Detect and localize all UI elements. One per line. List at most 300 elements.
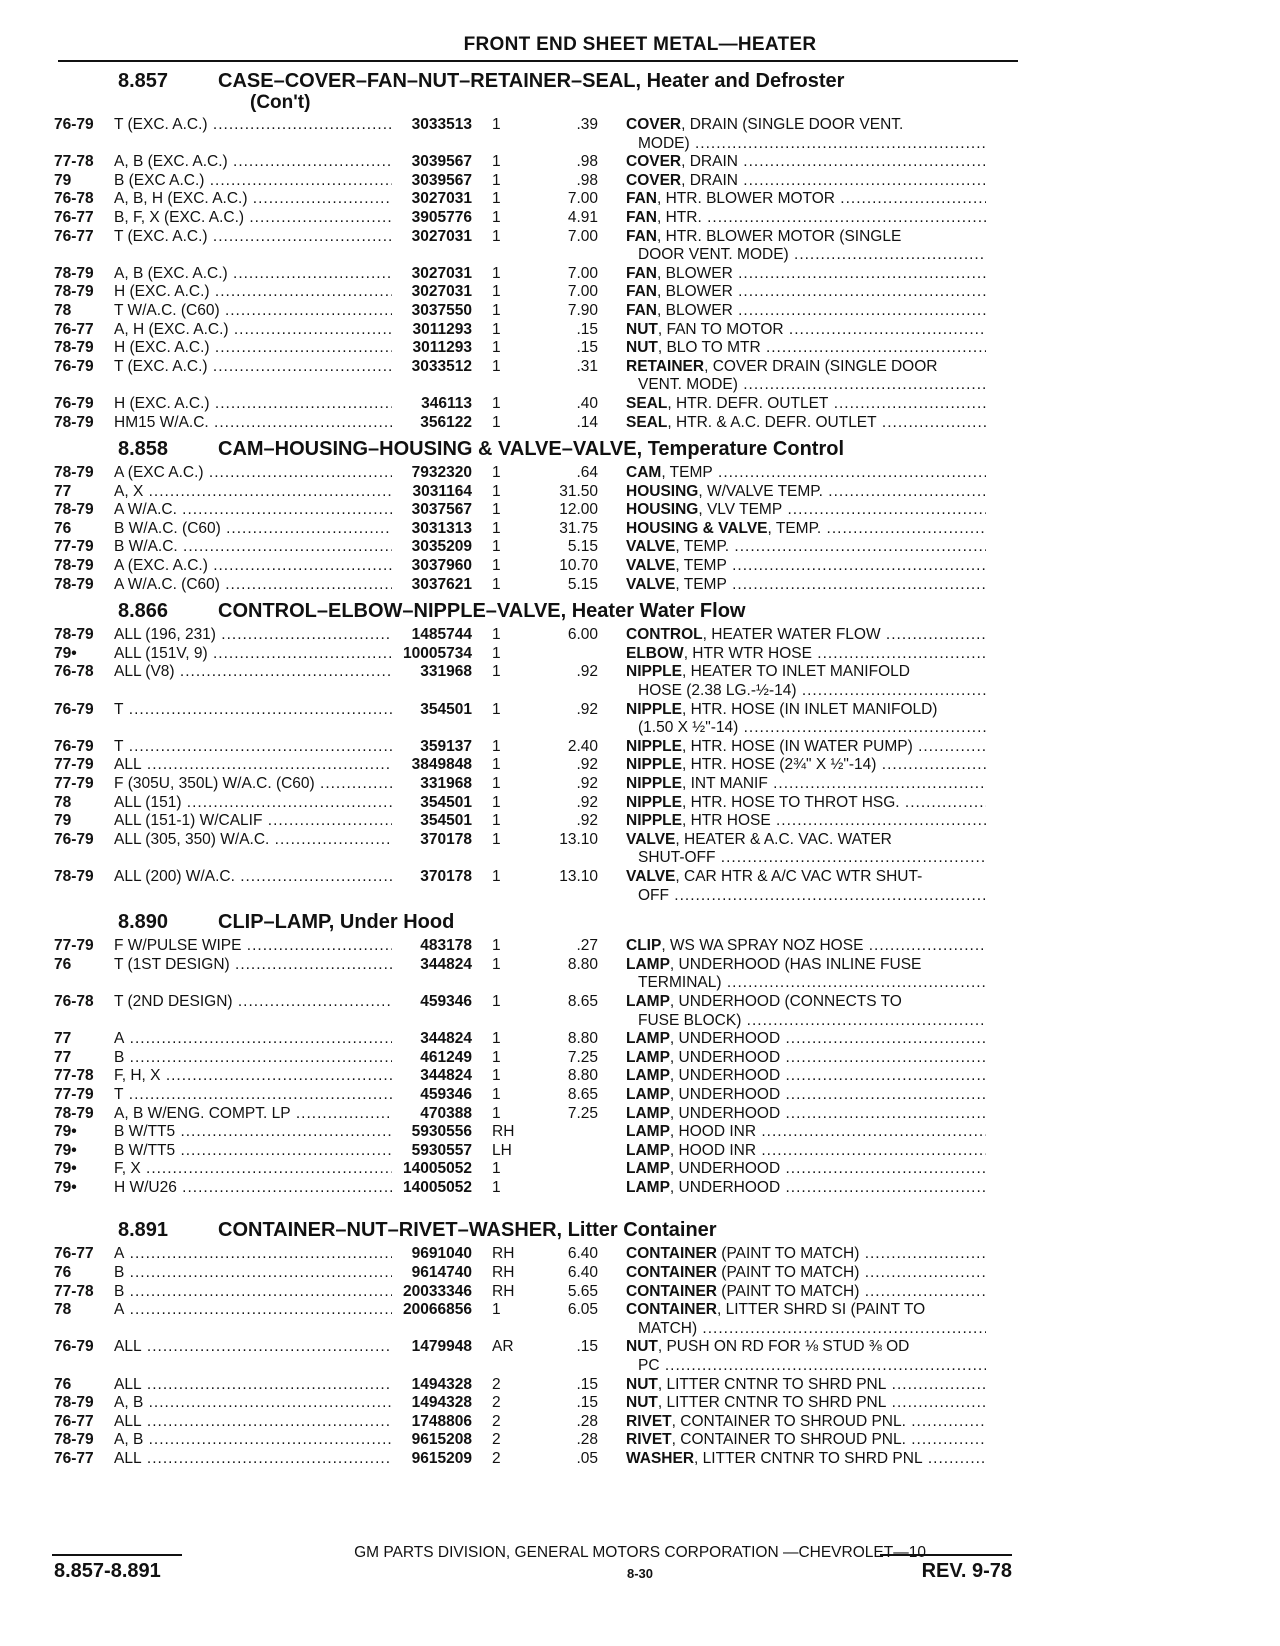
description (598, 265, 986, 284)
price: 8.65 (567, 1085, 598, 1103)
quantity: 1 (492, 190, 501, 208)
part-number: 3027031 (411, 283, 472, 301)
description-keyword: CONTAINER (626, 1264, 717, 1282)
description (598, 228, 986, 265)
price: .40 (576, 394, 598, 412)
application: ALL ..... (114, 1450, 392, 1469)
section-title: CAM–HOUSING–HOUSING & VALVE–VALVE, Temperature Control (218, 438, 845, 461)
model-years: 77-79 (54, 1085, 94, 1103)
table-row (54, 321, 1024, 340)
description-line: VALVE, TEMP ..... (626, 576, 986, 595)
description (598, 626, 986, 645)
description (598, 1413, 986, 1432)
quantity: RH (492, 1245, 515, 1263)
part-number: 14005052 (403, 1178, 472, 1196)
application: B ..... (114, 1264, 392, 1283)
description-line: HOSE (2.38 LG.-½-14) ..... (626, 682, 986, 701)
model-years: 76-77 (54, 1412, 94, 1430)
price: 7.00 (567, 283, 598, 301)
description-keyword: SEAL (626, 413, 668, 431)
application: B (EXC A.C.) ..... (114, 172, 392, 191)
table-row (54, 794, 1024, 813)
model-years: 77-79 (54, 756, 94, 774)
part-number: 331968 (420, 663, 472, 681)
part-number: 9691040 (411, 1245, 472, 1263)
model-years: 76-78 (54, 663, 94, 681)
price: 7.00 (567, 264, 598, 282)
description-line: NIPPLE, INT MANIF ..... (626, 775, 986, 794)
quantity: 1 (492, 775, 501, 792)
description (598, 1049, 986, 1068)
price (532, 1179, 598, 1198)
description-line: COVER, DRAIN ..... (626, 172, 986, 191)
price: 31.50 (559, 482, 598, 500)
price: .98 (576, 171, 598, 189)
model-years: 78-79 (54, 283, 94, 301)
application: B, F, X (EXC. A.C.) ..... (114, 209, 392, 228)
description (598, 501, 986, 520)
description (598, 538, 986, 557)
description-line: VENT. MODE) ..... (626, 376, 986, 395)
table-row (54, 209, 1024, 228)
table-row (54, 1030, 1024, 1049)
quantity: 1 (492, 626, 501, 644)
description (598, 1160, 986, 1179)
application: A, H (EXC. A.C.) ..... (114, 321, 392, 340)
quantity: 1 (492, 756, 501, 774)
table-row (54, 1413, 1024, 1432)
quantity: 1 (492, 663, 501, 681)
quantity: 1 (492, 1104, 501, 1122)
section-number: 8.858 (118, 438, 169, 461)
table-row (54, 464, 1024, 483)
section-continued: (Con't) (250, 92, 311, 113)
price: 5.65 (567, 1282, 598, 1300)
description (598, 339, 986, 358)
application: ALL (151-1) W/CALIF ..... (114, 812, 392, 831)
price: .92 (576, 812, 598, 830)
part-number: 10005734 (403, 644, 472, 662)
description (598, 321, 986, 340)
table-row (54, 538, 1024, 557)
description-line: HOUSING & VALVE, TEMP. ..... (626, 520, 986, 539)
model-years: 76 (54, 1375, 72, 1393)
section-title: CONTROL–ELBOW–NIPPLE–VALVE, Heater Water Flow (218, 600, 746, 623)
quantity: 1 (492, 116, 501, 133)
table-row (54, 116, 1024, 153)
description-line: FUSE BLOCK) ..... (626, 1012, 986, 1031)
description (598, 1123, 986, 1142)
application: A, B (EXC. A.C.) ..... (114, 265, 392, 284)
description-keyword: NIPPLE (626, 737, 682, 755)
table-row (54, 812, 1024, 831)
table-row (54, 1283, 1024, 1302)
description-keyword: LAMP (626, 1123, 670, 1141)
table-row (54, 1105, 1024, 1124)
application: T (EXC. A.C.) ..... (114, 358, 392, 395)
quantity: 1 (492, 557, 501, 575)
description-line: SEAL, HTR. & A.C. DEFR. OUTLET ..... (626, 414, 986, 433)
description-keyword: CONTAINER (626, 1301, 717, 1319)
description-line: NIPPLE, HTR HOSE ..... (626, 812, 986, 831)
description-keyword: CLIP (626, 937, 662, 955)
description-line: LAMP, UNDERHOOD ..... (626, 1067, 986, 1086)
quantity: 1 (492, 1030, 501, 1048)
quantity: 1 (492, 793, 501, 811)
description (598, 831, 986, 868)
section-gap (54, 1197, 1024, 1213)
application: T (2ND DESIGN) ..... (114, 993, 392, 1030)
price: .98 (576, 153, 598, 171)
price: 5.15 (567, 575, 598, 593)
model-years: 76 (54, 1264, 72, 1282)
part-number: 3037567 (411, 501, 472, 519)
description-line: NIPPLE, HTR. HOSE (IN INLET MANIFOLD) (626, 700, 938, 718)
part-number: 3037960 (411, 557, 472, 575)
quantity: 1 (492, 737, 501, 755)
model-years: 76-77 (54, 1450, 94, 1467)
parts-listing (54, 64, 1024, 1469)
description (598, 1394, 986, 1413)
table-row (54, 956, 1024, 993)
section-number: 8.890 (118, 911, 169, 934)
description-keyword: COVER (626, 171, 682, 189)
description-line: NIPPLE, HTR. HOSE (2¾" X ½"-14) ..... (626, 756, 986, 775)
description-keyword: LAMP (626, 1104, 670, 1122)
model-years: 76-79 (54, 394, 94, 412)
description-line: LAMP, UNDERHOOD ..... (626, 1179, 986, 1198)
application: B W/TT5 ..... (114, 1123, 392, 1142)
price: 6.05 (567, 1301, 598, 1319)
price: .14 (576, 413, 598, 431)
description-line: TERMINAL) ..... (626, 974, 986, 993)
application: T (EXC. A.C.) ..... (114, 228, 392, 265)
description (598, 738, 986, 757)
price: 7.00 (567, 190, 598, 208)
part-number: 3033513 (411, 116, 472, 133)
part-number: 5930557 (411, 1141, 472, 1159)
application: HM15 W/A.C. ..... (114, 414, 392, 433)
description-line: CONTAINER (PAINT TO MATCH) ..... (626, 1264, 986, 1283)
price: .15 (576, 1394, 598, 1412)
table-row (54, 172, 1024, 191)
application: T W/A.C. (C60) ..... (114, 302, 392, 321)
price: .92 (576, 663, 598, 681)
model-years: 79• (54, 1141, 77, 1159)
description-keyword: NIPPLE (626, 663, 682, 681)
part-number: 1494328 (411, 1394, 472, 1412)
model-years: 76-78 (54, 992, 94, 1010)
description (598, 1030, 986, 1049)
description (598, 701, 986, 738)
application: A W/A.C. ..... (114, 501, 392, 520)
price (532, 645, 598, 664)
part-number: 3039567 (411, 153, 472, 171)
description-line: NIPPLE, HEATER TO INLET MANIFOLD (626, 663, 910, 681)
quantity: 1 (492, 1048, 501, 1066)
part-number: 3033512 (411, 357, 472, 375)
part-number: 3905776 (411, 208, 472, 226)
description (598, 172, 986, 191)
model-years: 77-79 (54, 538, 94, 556)
model-years: 76-79 (54, 1338, 94, 1356)
quantity: 1 (492, 482, 501, 500)
part-number: 3035209 (411, 538, 472, 556)
table-row (54, 868, 1024, 905)
description-keyword: LAMP (626, 955, 670, 973)
description-keyword: COVER (626, 116, 682, 133)
price (532, 1142, 598, 1161)
part-number: 470388 (420, 1104, 472, 1122)
description (598, 283, 986, 302)
application: ALL (305, 350) W/A.C. ..... (114, 831, 392, 868)
section-8-891 (54, 1197, 1024, 1468)
description-keyword: CONTAINER (626, 1282, 717, 1300)
price: 8.80 (567, 955, 598, 973)
price: 7.25 (567, 1048, 598, 1066)
description-keyword: NUT (626, 1375, 658, 1393)
description-line: NUT, LITTER CNTNR TO SHRD PNL ..... (626, 1376, 986, 1395)
description-line: WASHER, LITTER CNTNR TO SHRD PNL ..... (626, 1450, 986, 1469)
price: 13.10 (559, 867, 598, 885)
application: A, B (EXC. A.C.) ..... (114, 153, 392, 172)
description (598, 956, 986, 993)
section-heading (54, 438, 1024, 460)
table-row (54, 756, 1024, 775)
description (598, 153, 986, 172)
description-line: CLIP, WS WA SPRAY NOZ HOSE ..... (626, 937, 986, 956)
application: ALL (196, 231) ..... (114, 626, 392, 645)
quantity: 1 (492, 301, 501, 319)
part-number: 1748806 (411, 1412, 472, 1430)
application: T (EXC. A.C.) ..... (114, 116, 392, 153)
description-keyword: CONTROL (626, 626, 703, 644)
description (598, 1376, 986, 1395)
application: H (EXC. A.C.) ..... (114, 339, 392, 358)
table-row (54, 1049, 1024, 1068)
part-number: 459346 (420, 1085, 472, 1103)
table-row (54, 993, 1024, 1030)
price: 8.80 (567, 1030, 598, 1048)
application: B W/A.C. ..... (114, 538, 392, 557)
model-years: 77-79 (54, 937, 94, 955)
description-keyword: HOUSING (626, 501, 699, 519)
table-row (54, 414, 1024, 433)
description-keyword: LAMP (626, 1030, 670, 1048)
footer-page-number: 8-30 (626, 1566, 654, 1581)
model-years: 78-79 (54, 464, 94, 482)
part-number: 354501 (420, 812, 472, 830)
application: ALL ..... (114, 1376, 392, 1395)
model-years: 79• (54, 1178, 77, 1196)
quantity: 1 (492, 171, 501, 189)
description-line: LAMP, UNDERHOOD ..... (626, 1030, 986, 1049)
model-years: 78-79 (54, 1394, 94, 1412)
section-number: 8.866 (118, 600, 169, 623)
model-years: 76-79 (54, 737, 94, 755)
table-row (54, 576, 1024, 595)
price: 4.91 (567, 208, 598, 226)
description (598, 116, 986, 153)
model-years: 76-78 (54, 190, 94, 208)
part-number: 3037621 (411, 575, 472, 593)
description-keyword: FAN (626, 264, 657, 282)
price (532, 1123, 598, 1142)
description (598, 557, 986, 576)
description-keyword: CAM (626, 464, 662, 482)
price: .92 (576, 793, 598, 811)
quantity: 1 (492, 339, 501, 357)
description-line: FAN, BLOWER ..... (626, 302, 986, 321)
model-years: 76-79 (54, 700, 94, 718)
model-years: 78 (54, 793, 72, 811)
price: .28 (576, 1412, 598, 1430)
part-number: 356122 (420, 413, 472, 431)
description (598, 1067, 986, 1086)
description-keyword: LAMP (626, 1048, 670, 1066)
description (598, 576, 986, 595)
quantity: 1 (492, 320, 501, 338)
description-keyword: NIPPLE (626, 775, 682, 792)
description-keyword: FAN (626, 227, 657, 245)
description-keyword: HOUSING (626, 482, 699, 500)
description-line: LAMP, HOOD INR ..... (626, 1142, 986, 1161)
description-keyword: FAN (626, 301, 657, 319)
price (532, 1160, 598, 1179)
section-number: 8.891 (118, 1219, 169, 1242)
model-years: 79 (54, 812, 72, 830)
application: A W/A.C. (C60) ..... (114, 576, 392, 595)
description (598, 645, 986, 664)
description-line: CONTAINER, LITTER SHRD SI (PAINT TO (626, 1301, 926, 1319)
application: F (305U, 350L) W/A.C. (C60) ..... (114, 775, 392, 794)
application: F, X ..... (114, 1160, 392, 1179)
quantity: 1 (492, 208, 501, 226)
part-number: 3027031 (411, 190, 472, 208)
description-line: RETAINER, COVER DRAIN (SINGLE DOOR (626, 357, 938, 375)
table-row (54, 1264, 1024, 1283)
price: .64 (576, 464, 598, 482)
model-years: 77-78 (54, 1282, 94, 1300)
part-number: 9614740 (411, 1264, 472, 1282)
description-line: NIPPLE, HTR. HOSE TO THROT HSG. ..... (626, 794, 986, 813)
description (598, 483, 986, 502)
quantity: 1 (492, 1160, 501, 1178)
application: ALL (200) W/A.C. ..... (114, 868, 392, 905)
part-number: 3031313 (411, 519, 472, 537)
description (598, 794, 986, 813)
description-line: FAN, BLOWER ..... (626, 265, 986, 284)
quantity: 1 (492, 413, 501, 431)
quantity: 1 (492, 519, 501, 537)
table-row (54, 501, 1024, 520)
quantity: 2 (492, 1394, 501, 1412)
quantity: 2 (492, 1450, 501, 1467)
section-number: 8.857 (118, 70, 169, 92)
description (598, 812, 986, 831)
description-keyword: FAN (626, 283, 657, 301)
application: H W/U26 ..... (114, 1179, 392, 1198)
quantity: 1 (492, 264, 501, 282)
part-number: 3011293 (412, 320, 472, 338)
description-keyword: VALVE (626, 575, 676, 593)
application: ALL ..... (114, 756, 392, 775)
description-line: HOUSING, VLV TEMP ..... (626, 501, 986, 520)
part-number: 344824 (420, 955, 472, 973)
description-line: CONTAINER (PAINT TO MATCH) ..... (626, 1245, 986, 1264)
application: A ..... (114, 1245, 392, 1264)
model-years: 78-79 (54, 413, 94, 431)
price: 8.80 (567, 1067, 598, 1085)
description-line: DOOR VENT. MODE) ..... (626, 246, 986, 265)
quantity: 1 (492, 283, 501, 301)
table-row (54, 1338, 1024, 1375)
description-keyword: VALVE (626, 538, 676, 556)
description-line: NUT, LITTER CNTNR TO SHRD PNL ..... (626, 1394, 986, 1413)
section-title: CONTAINER–NUT–RIVET–WASHER, Litter Container (218, 1219, 717, 1242)
model-years: 78-79 (54, 626, 94, 644)
description (598, 756, 986, 775)
quantity: 1 (492, 1178, 501, 1196)
table-row (54, 663, 1024, 700)
application: A, B, H (EXC. A.C.) ..... (114, 190, 392, 209)
price: 6.40 (567, 1264, 598, 1282)
table-row (54, 302, 1024, 321)
description-keyword: COVER (626, 153, 682, 171)
description-keyword: NUT (626, 1338, 658, 1356)
model-years: 79 (54, 171, 72, 189)
description (598, 358, 986, 395)
application: ALL (V8) ..... (114, 663, 392, 700)
description-keyword: NUT (626, 320, 658, 338)
description-keyword: NIPPLE (626, 756, 682, 774)
quantity: 2 (492, 1431, 501, 1449)
quantity: 1 (492, 700, 501, 718)
part-number: 9615208 (411, 1431, 472, 1449)
model-years: 78 (54, 301, 72, 319)
description-keyword: LAMP (626, 992, 670, 1010)
description-line: VALVE, TEMP ..... (626, 557, 986, 576)
price: 2.40 (567, 737, 598, 755)
application: A (EXC. A.C.) ..... (114, 557, 392, 576)
footer-publisher: GM PARTS DIVISION, GENERAL MOTORS CORPORATION —CHEVROLET—10 (354, 1544, 926, 1561)
quantity: 1 (492, 867, 501, 885)
description-keyword: NIPPLE (626, 700, 682, 718)
description-line: FAN, HTR. BLOWER MOTOR (SINGLE (626, 227, 902, 245)
description-keyword: LAMP (626, 1178, 670, 1196)
section-8-866 (54, 600, 1024, 905)
description (598, 1431, 986, 1450)
table-row (54, 1123, 1024, 1142)
page-header-title: FRONT END SHEET METAL—HEATER (463, 34, 817, 55)
part-number: 3031164 (412, 482, 472, 500)
model-years: 78-79 (54, 867, 94, 885)
application: F W/PULSE WIPE ..... (114, 937, 392, 956)
part-number: 354501 (420, 793, 472, 811)
model-years: 76-79 (54, 116, 94, 133)
model-years: 79• (54, 1123, 77, 1141)
header-rule (58, 60, 1018, 62)
description-keyword: HOUSING & VALVE (626, 519, 768, 537)
description-keyword: VALVE (626, 557, 676, 575)
quantity: 2 (492, 1412, 501, 1430)
quantity: 1 (492, 394, 501, 412)
part-number: 344824 (420, 1067, 472, 1085)
section-title: CLIP–LAMP, Under Hood (218, 911, 455, 934)
description-line: COVER, DRAIN (SINGLE DOOR VENT. (626, 116, 904, 133)
price: .15 (576, 1375, 598, 1393)
application: ALL (151) ..... (114, 794, 392, 813)
